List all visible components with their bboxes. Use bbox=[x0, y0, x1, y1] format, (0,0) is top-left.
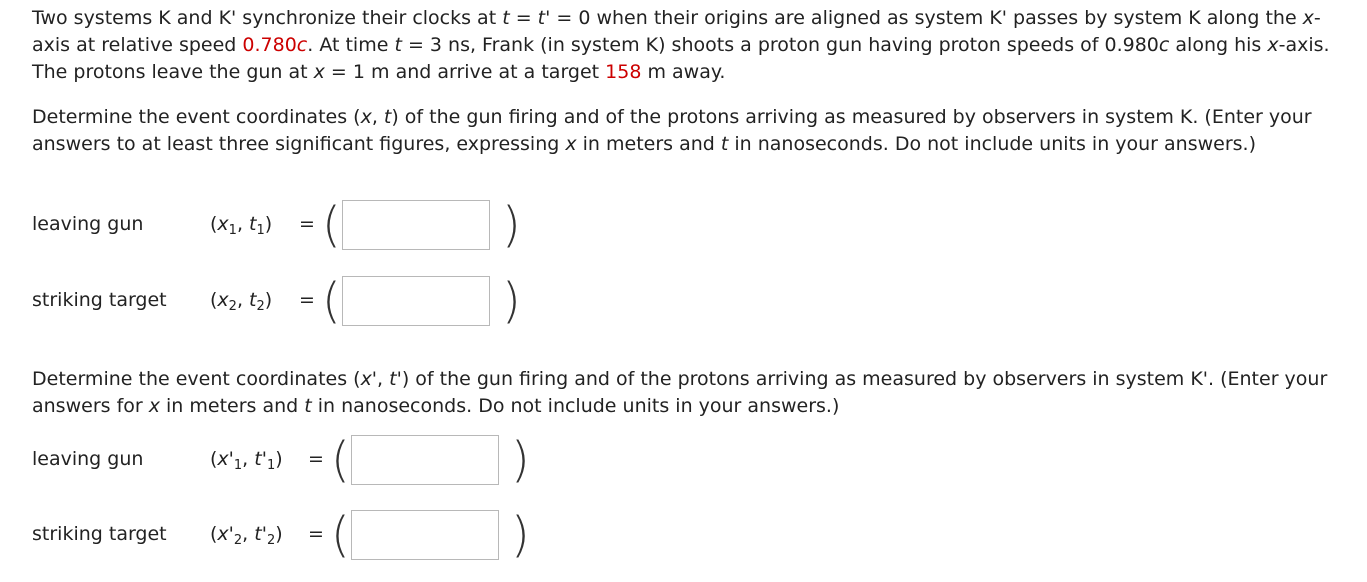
part1-instructions: Determine the event coordinates (x, t) of the gun firing and of the protons arriving as measured by observers in system K. (Enter your answers to at least three significant figures, expressing x in meters and t in nanoseconds. Do not include units in your answers.) bbox=[32, 106, 1312, 155]
open-paren: ( bbox=[322, 273, 341, 329]
answer-row-k-striking-target bbox=[32, 275, 552, 335]
row-label: leaving gun bbox=[32, 213, 144, 235]
equals-sign: = bbox=[308, 523, 324, 545]
target-distance-value: 158 bbox=[605, 61, 642, 83]
problem-statement: Two systems K and K' synchronize their clocks at t = t' = 0 when their origins are aligned as system K' passes by system K along the x-axis at relative speed 0.780c. At time t = 3 ns, Frank (in system K) shoots a proton gun having proton speeds of 0.980c along his x-axis. The protons leave the gun at x = 1 m and arrive at a target 158 m away. bbox=[32, 7, 1330, 83]
open-paren: ( bbox=[331, 432, 350, 488]
equals-sign: = bbox=[308, 448, 324, 470]
coordinate-label: ($x'_2$, $t'_2$) bbox=[210, 523, 283, 548]
close-paren: ) bbox=[502, 197, 521, 253]
open-paren: ( bbox=[322, 197, 341, 253]
row-label: striking target bbox=[32, 289, 167, 311]
open-paren: ( bbox=[331, 507, 350, 563]
answer-row-k-leaving-gun bbox=[32, 199, 552, 259]
coordinate-label: ($x_1$, $t_1$) bbox=[210, 213, 273, 238]
answer-row-kprime-striking-target bbox=[32, 509, 562, 569]
answer-input-x2-t2[interactable] bbox=[342, 276, 490, 326]
equals-sign: = bbox=[299, 289, 315, 311]
answer-input-xp1-tp1[interactable] bbox=[351, 435, 499, 485]
answer-input-x1-t1[interactable] bbox=[342, 200, 490, 250]
row-label: leaving gun bbox=[32, 448, 144, 470]
coordinate-label: ($x'_1$, $t'_1$) bbox=[210, 448, 283, 473]
coordinate-label: ($x_2$, $t_2$) bbox=[210, 289, 273, 314]
close-paren: ) bbox=[511, 432, 530, 488]
row-label: striking target bbox=[32, 523, 167, 545]
answer-row-kprime-leaving-gun bbox=[32, 434, 562, 494]
part2-instructions: Determine the event coordinates (x', t') of the gun firing and of the protons arriving as measured by observers in system K'. (Enter your answers for x in meters and t in nanoseconds. Do not include units in your answers.) bbox=[32, 368, 1328, 417]
equals-sign: = bbox=[299, 213, 315, 235]
relative-speed-value: 0.780 bbox=[242, 34, 297, 56]
close-paren: ) bbox=[511, 507, 530, 563]
close-paren: ) bbox=[502, 273, 521, 329]
answer-input-xp2-tp2[interactable] bbox=[351, 510, 499, 560]
